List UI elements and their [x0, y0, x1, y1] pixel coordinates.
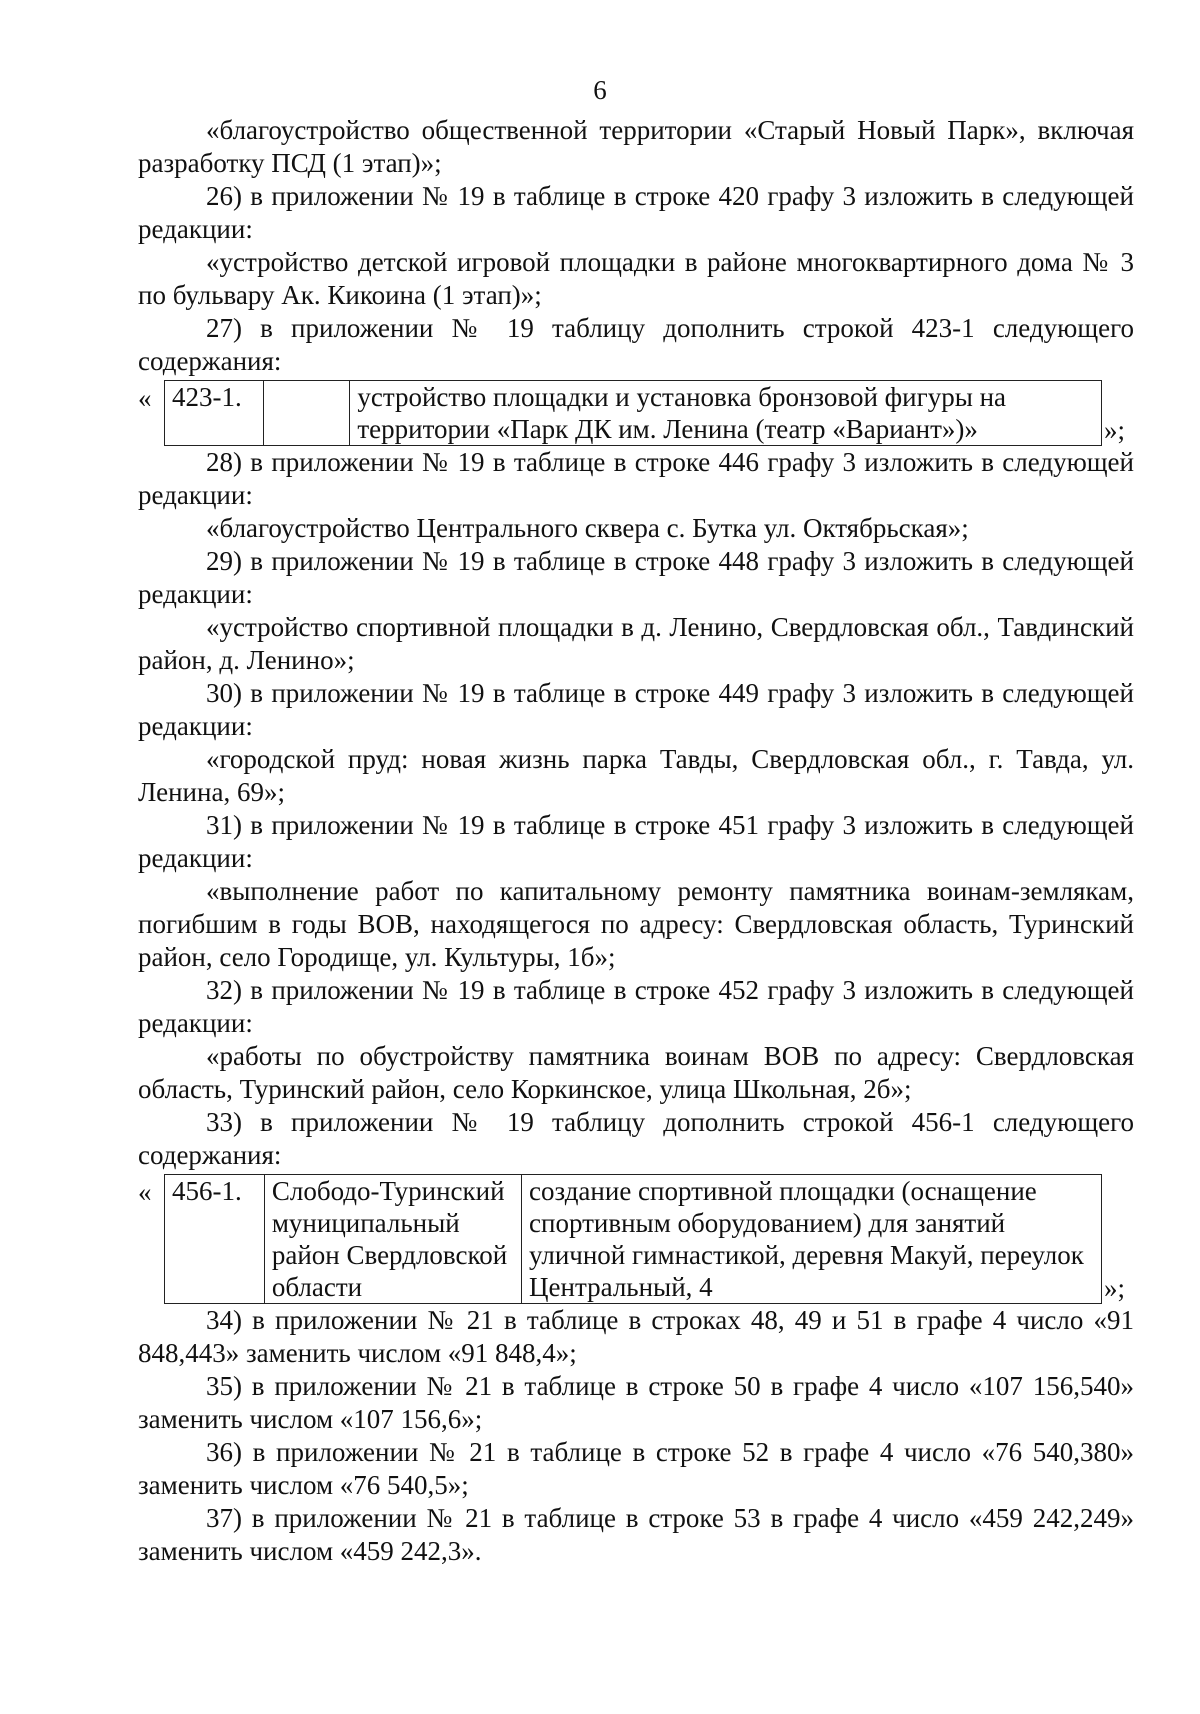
paragraph: 34) в приложении № 21 в таблице в строках 48, 49 и 51 в графе 4 число «91 848,443» заменить числом «91 848,4»;	[138, 1305, 1134, 1368]
table-cell-number: 456-1.	[165, 1175, 265, 1304]
page-number: 6	[593, 75, 607, 105]
table-cell-description: создание спортивной площадки (оснащение спортивным оборудованием) для занятий уличной гимнастикой, деревня Макуй, переулок Центральный, 4	[522, 1175, 1102, 1304]
table-row	[165, 1175, 1102, 1304]
paragraph: «устройство детской игровой площадки в районе многоквартирного дома № 3 по бульвару Ак. Кикоина (1 этап)»;	[138, 247, 1134, 310]
table-close-quote: »;	[1104, 1273, 1126, 1303]
paragraph: «городской пруд: новая жизнь парка Тавды, Свердловская обл., г. Тавда, ул. Ленина, 69»;	[138, 744, 1134, 807]
paragraph: «устройство спортивной площадки в д. Ленино, Свердловская обл., Тавдинский район, д. Ленино»;	[138, 612, 1134, 675]
paragraph: 33) в приложении № 19 таблицу дополнить строкой 456-1 следующего содержания:	[138, 1107, 1134, 1170]
paragraph: «благоустройство общественной территории «Старый Новый Парк», включая разработку ПСД (1 этап)»;	[138, 115, 1134, 178]
table-cell-municipality: Слободо-Туринский муниципальный район Свердловской области	[264, 1175, 521, 1304]
paragraph: 36) в приложении № 21 в таблице в строке 52 в графе 4 число «76 540,380» заменить числом «76 540,5»;	[138, 1437, 1134, 1500]
inserted-row-456-1	[138, 1174, 1134, 1304]
table-cell-number: 423-1.	[165, 381, 264, 446]
paragraph: 37) в приложении № 21 в таблице в строке 53 в графе 4 число «459 242,249» заменить числом «459 242,3».	[138, 1503, 1134, 1566]
paragraph: 28) в приложении № 19 в таблице в строке 446 графу 3 изложить в следующей редакции:	[138, 447, 1134, 510]
paragraph: 30) в приложении № 19 в таблице в строке 449 графу 3 изложить в следующей редакции:	[138, 678, 1134, 741]
document-body	[138, 114, 1134, 1568]
table-open-quote: «	[138, 383, 152, 413]
inserted-table	[164, 1174, 1102, 1304]
paragraph: 31) в приложении № 19 в таблице в строке 451 графу 3 изложить в следующей редакции:	[138, 810, 1134, 873]
table-open-quote: «	[138, 1177, 152, 1207]
table-cell-municipality	[263, 381, 350, 446]
table-cell-description: устройство площадки и установка бронзовой фигуры на территории «Парк ДК им. Ленина (театр «Вариант»)»	[350, 381, 1102, 446]
table-close-quote: »;	[1104, 415, 1126, 445]
paragraph: «благоустройство Центрального сквера с. Бутка ул. Октябрьская»;	[206, 513, 969, 543]
inserted-row-423-1	[138, 380, 1134, 446]
paragraph: 32) в приложении № 19 в таблице в строке 452 графу 3 изложить в следующей редакции:	[138, 975, 1134, 1038]
paragraph: 27) в приложении № 19 таблицу дополнить строкой 423-1 следующего содержания:	[138, 313, 1134, 376]
paragraph: 29) в приложении № 19 в таблице в строке 448 графу 3 изложить в следующей редакции:	[138, 546, 1134, 609]
paragraph: 35) в приложении № 21 в таблице в строке 50 в графе 4 число «107 156,540» заменить числом «107 156,6»;	[138, 1371, 1134, 1434]
inserted-table	[164, 380, 1102, 446]
table-row	[165, 381, 1102, 446]
paragraph: «выполнение работ по капитальному ремонту памятника воинам-землякам, погибшим в годы ВОВ, находящегося по адресу: Свердловская область, Туринский район, село Городище, ул. Культуры, 1б»;	[138, 876, 1134, 972]
paragraph: «работы по обустройству памятника воинам ВОВ по адресу: Свердловская область, Туринский район, село Коркинское, улица Школьная, 2б»;	[138, 1041, 1134, 1104]
paragraph: 26) в приложении № 19 в таблице в строке 420 графу 3 изложить в следующей редакции:	[138, 181, 1134, 244]
